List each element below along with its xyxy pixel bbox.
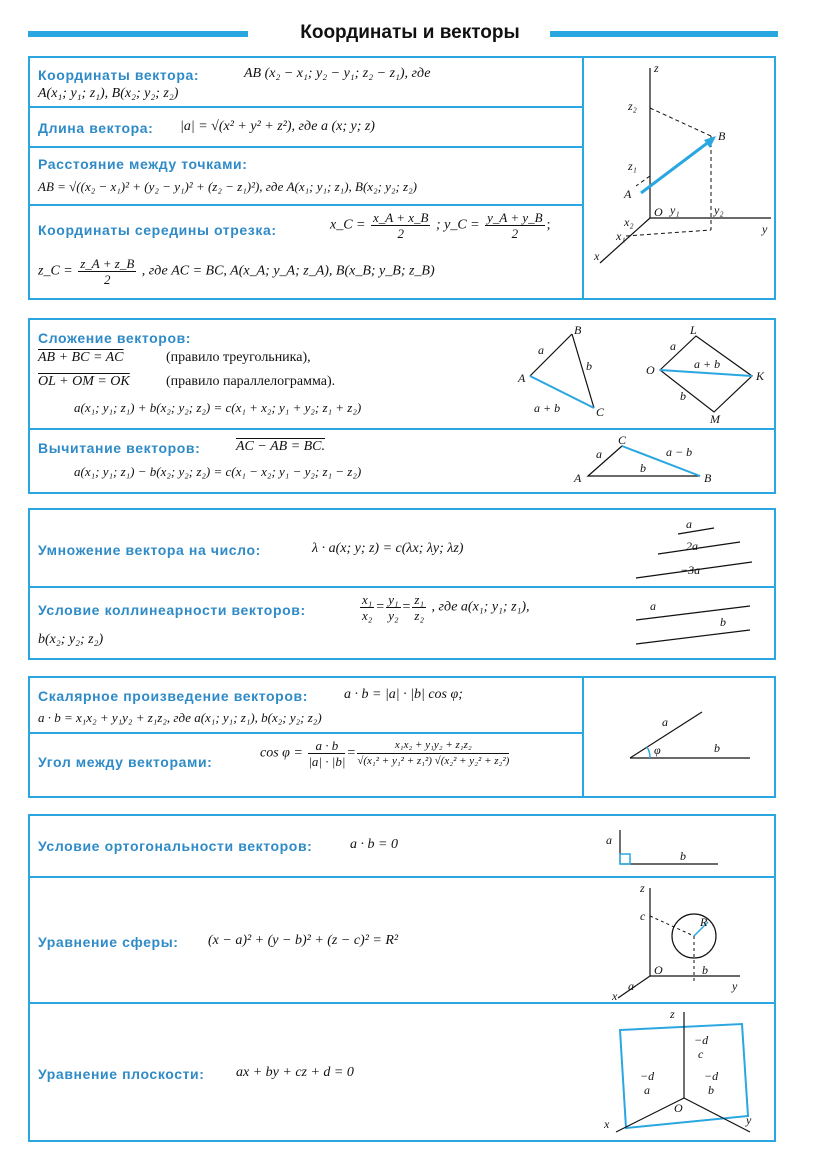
coordinate-axes-figure <box>586 58 776 298</box>
vector-ab-arrowhead <box>704 136 716 148</box>
vector-length-row <box>30 108 582 148</box>
sphere-label-z: z <box>640 881 645 895</box>
x-guide <box>626 230 711 236</box>
midpoint-z-formula: z_C = $\frac{z\_A + z\_B}{2}$ , где AC = BC, A(x_A; y_A; z_A), B(x_B; y_B; z_B) <box>38 256 435 287</box>
angle-row <box>30 734 582 796</box>
collinear-formula: $\frac{\text{x₁}}{\text{x₂}}$ = $\frac{\text{y₁}}{\text{y₂}}$ = $\frac{\text{z₁}}{\text{z₂}}$ , где a(x₁; y₁; z₁), <box>362 592 530 623</box>
coordinates-divider <box>582 58 584 298</box>
fig-label-z: z <box>654 61 659 75</box>
tri-vector-a <box>530 334 572 376</box>
vector-coords-formula: AB (x₂ − x₁; y₂ − y₁; z₂ − z₁), где <box>244 66 431 81</box>
fig-label-a: A <box>624 187 632 201</box>
ortho-figure <box>600 824 740 874</box>
multiply-figure <box>630 516 770 586</box>
sphere-label-y: y <box>732 979 738 993</box>
scalar-angle-figure <box>610 692 770 792</box>
angle-arc <box>647 747 650 758</box>
par-label-sum: a + b <box>694 357 721 371</box>
collinear-b: b(x₂; y₂; z₂) <box>38 632 104 647</box>
midpoint-x-formula: x_C = $\frac{x\_A + x\_B}{2}$ ; y_C = $\frac{y\_A + y\_B}{2}$ ; <box>330 210 551 241</box>
fig-label-b: B <box>718 129 726 143</box>
plane-label-minus-d-2: −d <box>640 1069 655 1083</box>
fig-label-x: x <box>594 249 600 263</box>
sphere-label: Уравнение сферы: <box>38 934 179 950</box>
plane-label-o: O <box>674 1101 683 1115</box>
fig-label-x1: x₁ <box>616 229 626 243</box>
angle-label-phi: φ <box>654 743 661 757</box>
plane-figure <box>586 1008 766 1140</box>
plane-label-y: y <box>746 1113 752 1127</box>
subtraction-label: Вычитание векторов: <box>38 440 201 456</box>
ortho-label: Условие ортогональности векторов: <box>38 838 313 854</box>
scalar-box <box>28 676 776 798</box>
coordinates-box <box>28 56 776 300</box>
ortho-box <box>28 814 776 1142</box>
z1-guide <box>636 176 650 186</box>
vector-coords-where: A(x₁; y₁; z₁), B(x₂; y₂; z₂) <box>38 86 179 101</box>
collinear-figure <box>630 596 770 656</box>
plane-label-b: b <box>708 1083 714 1097</box>
sphere-label-c: c <box>640 909 646 923</box>
plane-label-a: a <box>644 1083 650 1097</box>
tri-label-c: C <box>596 405 605 419</box>
tri-label-vec-b: b <box>586 359 592 373</box>
fig-label-x2: x₂ <box>624 215 634 229</box>
col-vec-b <box>636 630 750 644</box>
fig-label-y: y <box>762 222 768 236</box>
sphere-label-a: a <box>628 979 634 993</box>
parallelogram-rule-figure <box>640 324 770 424</box>
fig-label-z1: z₁ <box>628 159 637 173</box>
col-label-b: b <box>720 615 726 629</box>
sub-label-diff: a − b <box>666 445 693 459</box>
subtraction-coord-formula: a(x₁; y₁; z₁) − b(x₂; y₂; z₂) = c(x₁ − x₂; y₁ − y₂; z₁ − z₂) <box>74 464 362 479</box>
vector-coords-row <box>30 58 582 108</box>
title-bar <box>28 22 778 44</box>
midpoint-label: Координаты середины отрезка: <box>38 222 277 238</box>
fig-label-o: O <box>654 205 663 219</box>
ortho-formula: a · b = 0 <box>350 837 398 852</box>
distance-row <box>30 148 582 206</box>
angle-label-a: a <box>662 715 668 729</box>
plane-label-z: z <box>670 1007 675 1021</box>
parallelogram-rule: (правило параллелограмма). <box>166 374 336 389</box>
sphere-formula: (x − a)² + (y − b)² + (z − c)² = R² <box>208 933 399 948</box>
triangle-formula: AB + BC = AC <box>38 350 124 365</box>
midpoint-row <box>30 206 582 298</box>
sub-label-vec-b: b <box>640 461 646 475</box>
parallelogram-formula: OL + OM = OK <box>38 374 130 389</box>
mult-label-2a: 2a <box>686 539 698 553</box>
ortho-label-b: b <box>680 849 686 863</box>
subtraction-formula: AC − AB = BC. <box>236 439 326 454</box>
addition-label: Сложение векторов: <box>38 330 192 346</box>
par-label-l: L <box>690 323 697 337</box>
triangle-rule: (правило треугольника), <box>166 350 311 365</box>
page-title: Координаты и векторы <box>300 22 520 43</box>
multiply-formula: λ · a(x; y; z) = c(λx; λy; λz) <box>312 541 464 556</box>
addition-box <box>28 318 776 494</box>
sphere-label-b: b <box>702 963 708 977</box>
col-label-a: a <box>650 599 656 613</box>
mult-label-a: a <box>686 517 692 531</box>
fig-label-y2: y₂ <box>714 203 724 217</box>
plane-y-axis <box>684 1098 750 1132</box>
z2-guide <box>650 108 711 136</box>
tri-label-b: B <box>574 323 582 337</box>
par-label-o: O <box>646 363 655 377</box>
vector-length-label: Длина вектора: <box>38 120 154 136</box>
angle-formula: cos φ = $\frac{a \cdot b}{|a| \cdot |b|}$ = $\frac{\text{x₁x₂ + y₁y₂ + z₁z₂}}{\text{√(x₁² + y₁² + z₁²) √(x₂² + y₂² + z₂²)}}$ <box>260 738 510 769</box>
plane-label-x: x <box>604 1117 610 1131</box>
multiply-label: Умножение вектора на число: <box>38 542 261 558</box>
par-label-m: M <box>710 412 720 426</box>
sphere-label-x: x <box>612 989 618 1003</box>
angle-label: Угол между векторами: <box>38 754 213 770</box>
triangle-rule-figure <box>510 324 610 424</box>
sub-label-b: B <box>704 471 712 485</box>
par-label-vec-b: b <box>680 389 686 403</box>
ortho-label-a: a <box>606 833 612 847</box>
sub-label-vec-a: a <box>596 447 602 461</box>
sphere-figure <box>590 882 760 1002</box>
plane-label-minus-d-3: −d <box>704 1069 719 1083</box>
fig-label-y1: y₁ <box>670 203 680 217</box>
tri-label-a: A <box>518 371 526 385</box>
multiply-box <box>28 508 776 660</box>
mult-label-3a: −3a <box>680 563 701 577</box>
par-label-k: K <box>756 369 765 383</box>
sphere-x-axis <box>618 976 650 998</box>
scalar-divider <box>582 678 584 796</box>
scalar-coord-formula: a · b = x₁x₂ + y₁y₂ + z₁z₂, где a(x₁; y₁; z₁), b(x₂; y₂; z₂) <box>38 710 322 725</box>
mult-vec-2a <box>658 542 740 554</box>
plane-label-minus-d-1: −d <box>694 1033 709 1047</box>
scalar-row <box>30 678 582 734</box>
plane-formula: ax + by + cz + d = 0 <box>236 1065 354 1080</box>
scalar-label: Скалярное произведение векторов: <box>38 688 308 704</box>
fig-label-z2: z₂ <box>628 99 637 113</box>
plane-label-c: c <box>698 1047 704 1061</box>
sphere-label-o: O <box>654 963 663 977</box>
right-angle-mark <box>620 854 630 864</box>
sub-label-c: C <box>618 433 627 447</box>
vector-length-formula: |a| = √(x² + y² + z²), где a (x; y; z) <box>180 119 375 134</box>
tri-label-sum: a + b <box>534 401 561 415</box>
title-rule-right <box>550 31 778 37</box>
distance-label: Расстояние между точками: <box>38 156 248 172</box>
title-rule-left <box>28 31 248 37</box>
vector-coords-label: Координаты вектора: <box>38 67 200 83</box>
angle-label-b: b <box>714 741 720 755</box>
sphere-label-r: R <box>700 915 708 929</box>
sub-label-a: A <box>574 471 582 485</box>
subtraction-figure <box>570 432 740 488</box>
scalar-formula: a · b = |a| · |b| cos φ; <box>344 687 463 702</box>
par-label-vec-a: a <box>670 339 676 353</box>
vector-ab-arrow <box>641 138 714 193</box>
addition-coord-formula: a(x₁; y₁; z₁) + b(x₂; y₂; z₂) = c(x₁ + x₂; y₁ + y₂; z₁ + z₂) <box>74 400 362 415</box>
distance-formula: AB = √((x₂ − x₁)² + (y₂ − y₁)² + (z₂ − z₁)²), где A(x₁; y₁; z₁), B(x₂; y₂; z₂) <box>38 179 417 194</box>
tri-label-vec-a: a <box>538 343 544 357</box>
collinear-label: Условие коллинеарности векторов: <box>38 602 306 618</box>
plane-label: Уравнение плоскости: <box>38 1066 205 1082</box>
mult-vec-a <box>678 528 714 534</box>
